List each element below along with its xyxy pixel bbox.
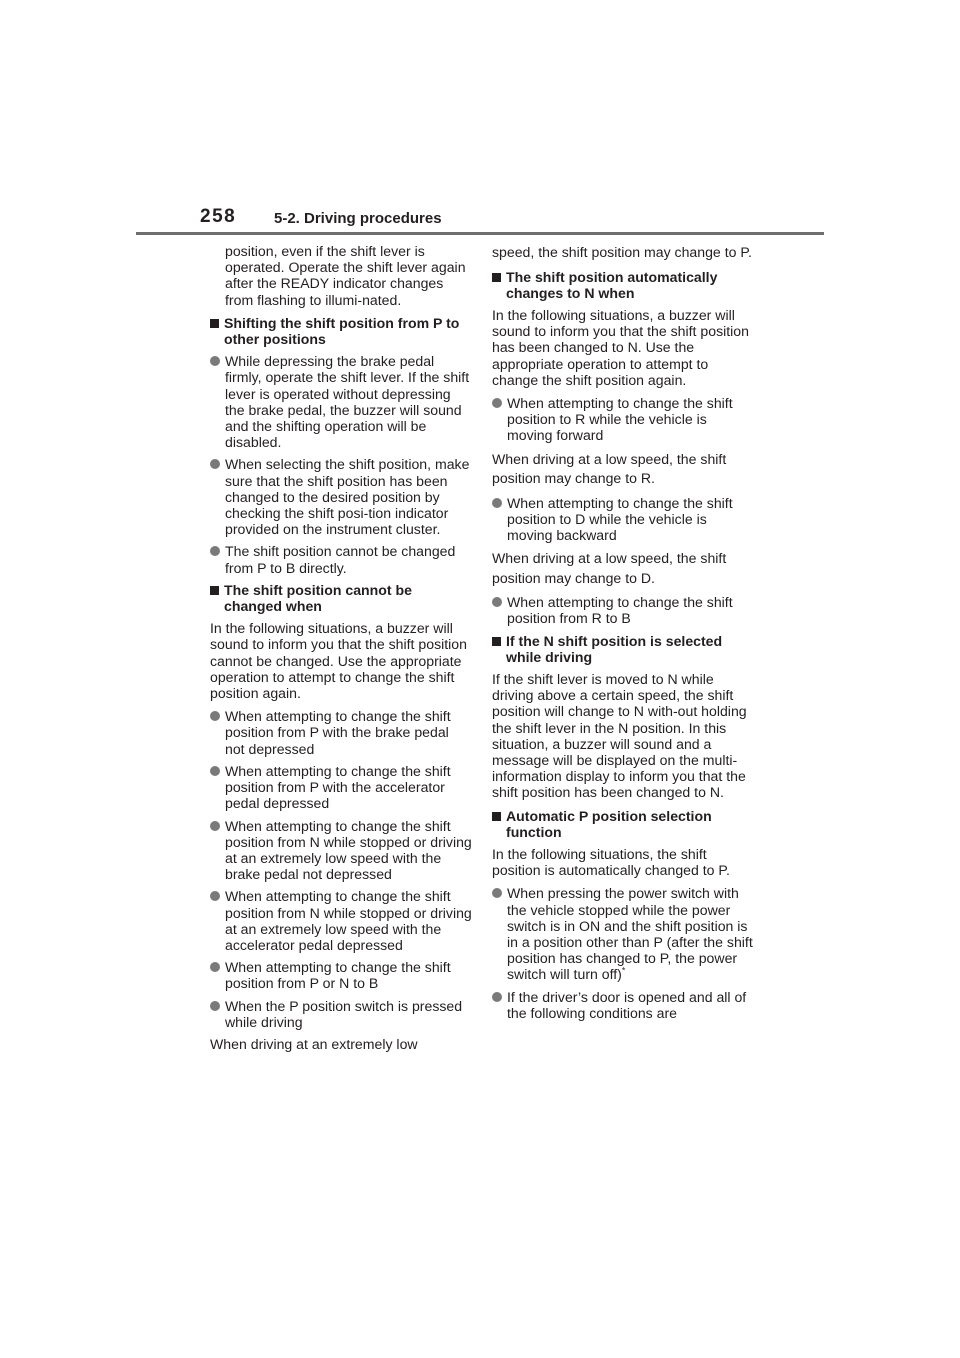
- square-bullet-icon: [492, 273, 501, 282]
- bullet-item: When attempting to change the shift position from N while stopped or driving at an extremely low speed with the brake pedal not depressed: [210, 818, 472, 883]
- bullet-item: When selecting the shift position, make sure that the shift position has been changed to the desired position by checking the shift posi-tion indicator provided on the instrument cluster.: [210, 456, 472, 537]
- section-heading: Shifting the shift position from P to other positions: [210, 315, 472, 347]
- square-bullet-icon: [492, 637, 501, 646]
- bullet-item: When attempting to change the shift position from R to B: [492, 594, 754, 626]
- footnote-marker: *: [621, 965, 626, 976]
- circle-bullet-icon: [210, 766, 220, 776]
- square-bullet-icon: [210, 586, 219, 595]
- bullet-item: When pressing the power switch with the vehicle stopped while the power switch is in ON and the shift position is in a position other than P (after the shift position has changed to P, the power switch will turn off)*: [492, 885, 754, 982]
- square-bullet-icon: [492, 812, 501, 821]
- circle-bullet-icon: [210, 821, 220, 831]
- paragraph: In the following situations, a buzzer will sound to inform you that the shift position has been changed to N. Use the appropriate operation to attempt to change the shift position again.: [492, 306, 749, 388]
- bullet-item: When attempting to change the shift position to R while the vehicle is moving forward: [492, 395, 754, 444]
- note-paragraph: When driving at a low speed, the shift position may change to D.: [492, 550, 727, 586]
- bullet-item: While depressing the brake pedal firmly, operate the shift lever. If the shift lever is operated without depressing the brake pedal, the buzzer will sound and the shifting operation will be disabled.: [210, 353, 472, 450]
- circle-bullet-icon: [492, 398, 502, 408]
- circle-bullet-icon: [492, 888, 502, 898]
- header-rule: [136, 232, 824, 235]
- circle-bullet-icon: [492, 992, 502, 1002]
- circle-bullet-icon: [210, 1001, 220, 1011]
- section-title: 5-2. Driving procedures: [274, 210, 442, 227]
- circle-bullet-icon: [492, 498, 502, 508]
- circle-bullet-icon: [492, 597, 502, 607]
- section-heading: The shift position automatically changes to N when: [492, 269, 754, 301]
- left-column: [210, 243, 472, 1059]
- circle-bullet-icon: [210, 891, 220, 901]
- bullet-item: When attempting to change the shift position from N while stopped or driving at an extremely low speed with the accelerator pedal depressed: [210, 888, 472, 953]
- page-number: 258: [200, 206, 237, 227]
- right-column: [492, 243, 754, 1027]
- circle-bullet-icon: [210, 962, 220, 972]
- bullet-item: When attempting to change the shift position from P or N to B: [210, 959, 472, 991]
- section-heading: Automatic P position selection function: [492, 808, 754, 840]
- page-header: [200, 204, 824, 234]
- circle-bullet-icon: [210, 356, 220, 366]
- circle-bullet-icon: [210, 711, 220, 721]
- circle-bullet-icon: [210, 459, 220, 469]
- bullet-item: When attempting to change the shift position to D while the vehicle is moving backward: [492, 495, 754, 544]
- bullet-item: When attempting to change the shift position from P with the brake pedal not depressed: [210, 708, 472, 757]
- paragraph: In the following situations, the shift position is automatically changed to P.: [492, 845, 730, 879]
- note-paragraph: When driving at a low speed, the shift position may change to R.: [492, 450, 727, 487]
- bullet-item: The shift position cannot be changed from P to B directly.: [210, 543, 472, 575]
- circle-bullet-icon: [210, 546, 220, 556]
- bullet-item: When the P position switch is pressed while driving: [210, 998, 472, 1030]
- paragraph: If the shift lever is moved to N while driving above a certain speed, the shift position will change to N with-out holding the shift lever in the N position. In this situation, a buzzer will sound and a message will be displayed on the multi-information display to inform you that the shift position has been changed to N.: [492, 670, 747, 801]
- bullet-item: When attempting to change the shift position from P with the accelerator pedal depressed: [210, 763, 472, 812]
- square-bullet-icon: [210, 319, 219, 328]
- paragraph: In the following situations, a buzzer will sound to inform you that the shift position cannot be changed. Use the appropriate operation to attempt to change the shift position again.: [210, 620, 467, 702]
- bullet-item: If the driver’s door is opened and all of the following conditions are: [492, 989, 754, 1021]
- continuation-paragraph: speed, the shift position may change to P.: [492, 244, 752, 260]
- section-heading: If the N shift position is selected while driving: [492, 633, 754, 665]
- intro-continuation: position, even if the shift lever is operated. Operate the shift lever again after the READY indicator changes from flashing to illumi-nated.: [225, 243, 466, 308]
- trailing-paragraph: When driving at an extremely low: [210, 1035, 418, 1052]
- section-heading: The shift position cannot be changed when: [210, 582, 472, 614]
